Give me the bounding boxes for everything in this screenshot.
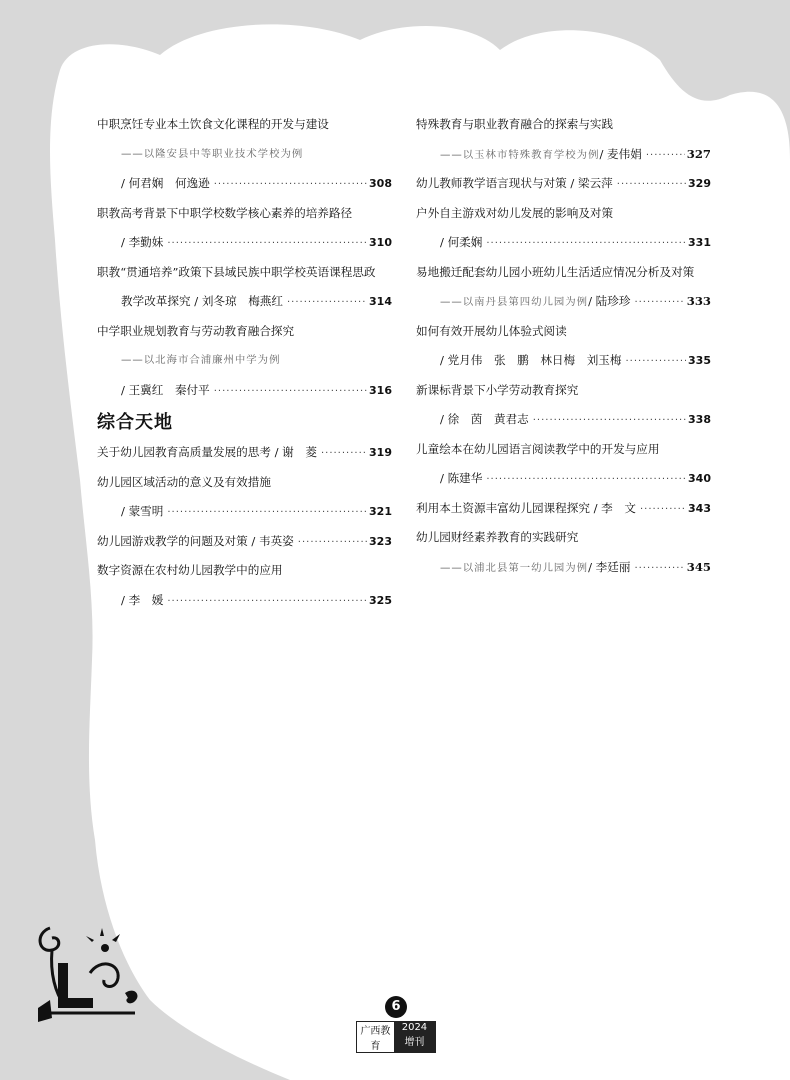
toc-title[interactable]: 新课标背景下小学劳动教育探究 [416,382,579,397]
toc-entry[interactable] [97,531,392,561]
toc-page: 314 [369,295,392,308]
toc-page: 329 [688,177,711,190]
toc-subtitle: ——以北海市合浦廉州中学为例 [121,354,281,366]
leader-dots [298,533,367,553]
leader-dots [646,146,685,166]
toc-author: / 李 媛 [121,592,164,607]
toc-title[interactable]: 儿童绘本在幼儿园语言阅读教学中的开发与应用 [416,441,660,456]
toc-page: 340 [688,472,711,485]
journal-issue: 2024增刊 [394,1022,435,1052]
toc-entry[interactable] [416,144,711,174]
toc-title[interactable]: 中职烹饪专业本土饮食文化课程的开发与建设 [97,117,329,131]
leader-dots [486,234,686,254]
leader-dots [214,382,367,402]
leader-dots [167,592,367,612]
leader-dots [486,470,686,490]
toc-page: 323 [369,534,392,548]
toc-entry[interactable] [416,557,711,587]
toc-title[interactable]: 职教高考背景下中职学校数学核心素养的培养路径 [97,205,353,220]
toc-subtitle: ——以隆安县中等职业技术学校为例 [121,147,304,160]
toc-entry[interactable] [416,232,711,262]
toc-entry[interactable] [97,590,392,620]
corner-ornament-icon [30,918,150,1028]
toc-entry[interactable] [97,173,392,203]
page-number: 6 [385,996,407,1018]
toc-title: 幼儿教师教学语言现状与对策 / 梁云萍 [416,176,613,190]
toc-title: 幼儿园游戏教学的问题及对策 / 韦英姿 [97,533,294,548]
toc-title[interactable]: 幼儿园财经素养教育的实践研究 [416,530,579,544]
section-title: 综合天地 [97,412,173,433]
toc-title[interactable]: 中学职业规划教育与劳动教育融合探究 [97,323,295,338]
toc-author: / 蒙雪明 [121,504,164,518]
leader-dots [533,411,686,431]
toc-entry[interactable] [97,291,392,321]
toc-title[interactable]: 户外自主游戏对幼儿发展的影响及对策 [416,205,614,220]
right-column [416,114,711,586]
toc-entry[interactable] [97,380,392,410]
leader-dots [321,444,367,464]
toc-page: 338 [688,413,711,426]
leader-dots [287,293,367,313]
leader-dots [640,500,686,520]
toc-page: 321 [369,505,392,518]
toc-title[interactable]: 如何有效开展幼儿体验式阅读 [416,323,567,338]
toc-subtitle: ——以南丹县第四幼儿园为例 [440,296,589,308]
toc-author: / 陆珍珍 [588,294,631,308]
toc-author: / 徐 茵 黄君志 [440,412,529,426]
leader-dots [634,293,684,313]
leader-dots [214,175,367,195]
toc-entry[interactable] [416,350,711,380]
toc-entry[interactable] [416,409,711,439]
toc-page: 319 [369,446,392,459]
page-footer [356,996,436,1053]
left-column [97,114,392,619]
toc-page: 331 [688,236,711,249]
toc-title: 关于幼儿园教育高质量发展的思考 / 谢 菱 [97,445,317,459]
toc-page: 345 [686,559,711,574]
toc-title[interactable]: 特殊教育与职业教育融合的探索与实践 [416,117,614,131]
toc-page: 308 [369,177,392,190]
toc-title[interactable]: 幼儿园区域活动的意义及有效措施 [97,474,271,489]
toc-author: / 李廷丽 [588,559,631,574]
leader-dots [617,175,686,195]
toc-title[interactable]: 数字资源在农村幼儿园教学中的应用 [97,563,283,577]
toc-entry[interactable] [416,173,711,203]
toc-page: 325 [369,593,392,607]
leader-dots [634,559,684,579]
toc-subtitle: ——以玉林市特殊教育学校为例 [440,148,600,161]
toc-page: 316 [369,383,392,397]
leader-dots [167,234,367,254]
toc-entry[interactable] [416,291,711,321]
toc-entry[interactable] [97,232,392,262]
toc-author: 教学改革探究 / 刘冬琼 梅燕红 [121,294,283,308]
toc-page: 310 [369,236,392,249]
toc-author: / 陈建华 [440,471,483,485]
toc-entry[interactable] [97,442,392,472]
toc-author: / 李勤妹 [121,235,164,249]
toc-author: / 王冀红 秦付平 [121,382,210,397]
toc-page: 327 [686,146,711,161]
toc-author: / 党月伟 张 鹏 林日梅 刘玉梅 [440,353,622,367]
toc-title[interactable]: 职教“贯通培养”政策下县域民族中职学校英语课程思政 [97,264,376,279]
toc-page: 335 [688,354,711,367]
toc-title[interactable]: 易地搬迁配套幼儿园小班幼儿生活适应情况分析及对策 [416,264,695,279]
toc-author: / 何柔娴 [440,235,483,249]
toc-subtitle: ——以浦北县第一幼儿园为例 [440,561,589,574]
toc-author: / 麦伟娟 [599,146,642,161]
toc-page: 343 [688,501,711,515]
journal-name-badge [356,1021,436,1053]
toc-entry[interactable] [97,501,392,531]
toc-entry[interactable] [416,498,711,528]
leader-dots [167,503,367,523]
toc-page: 333 [686,294,711,308]
toc-title: 利用本土资源丰富幼儿园课程探究 / 李 文 [416,500,636,515]
leader-dots [626,352,687,372]
toc-entry[interactable] [416,468,711,498]
toc-author: / 何君娴 何逸逊 [121,176,210,190]
journal-name: 广西教育 [357,1022,394,1052]
